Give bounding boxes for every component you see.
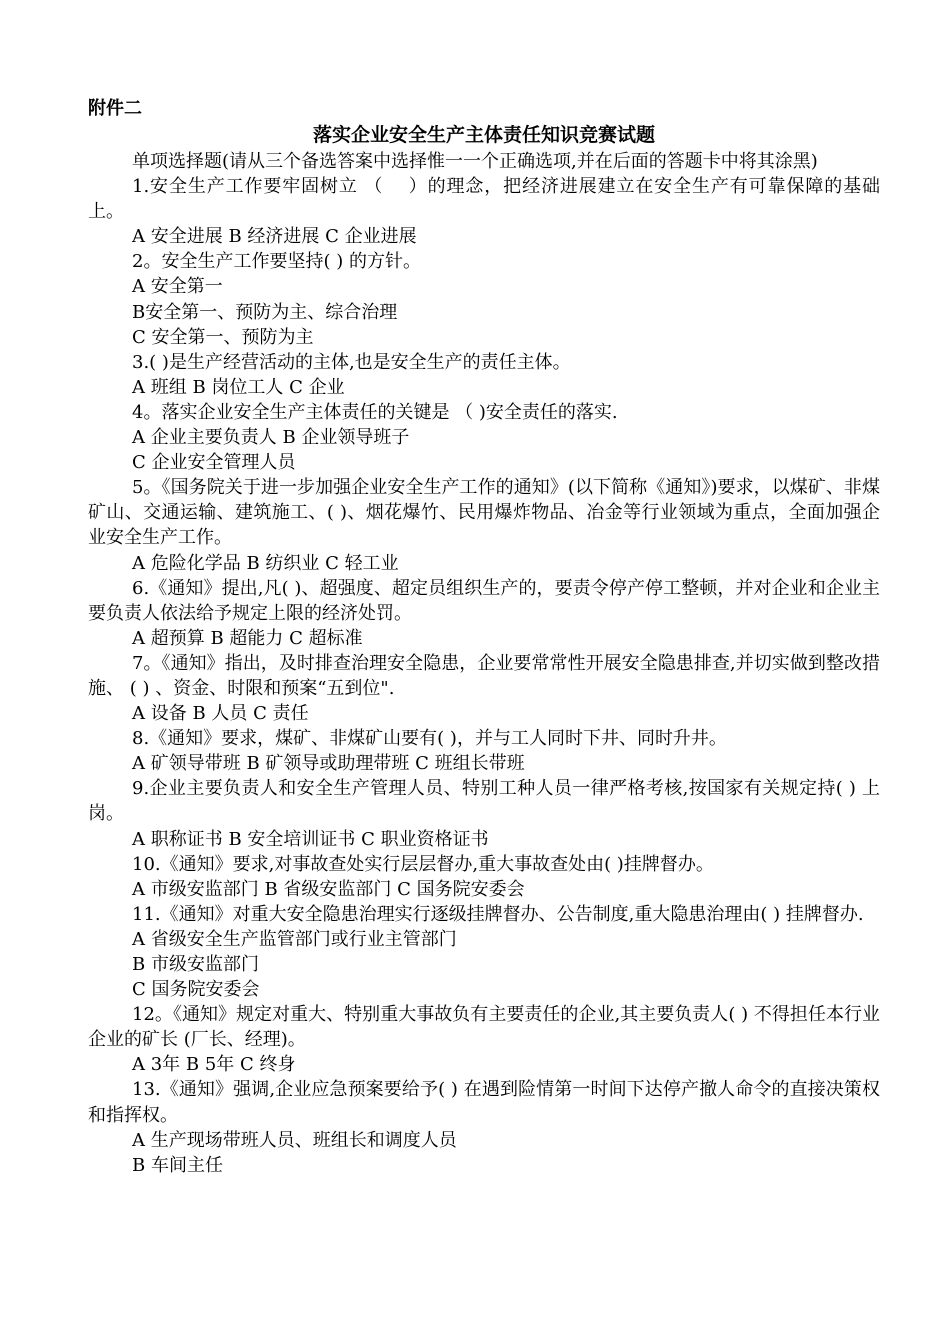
answer-options: A 3年 B 5年 C 终身: [132, 1054, 296, 1076]
answer-options: C 企业安全管理人员: [132, 452, 296, 474]
question-text: 8.《通知》要求，煤矿、非煤矿山要有( )，并与工人同时下井、同时升井。: [132, 728, 727, 750]
answer-options: A 职称证书 B 安全培训证书 C 职业资格证书: [132, 828, 489, 850]
question-text: 9.企业主要负责人和安全生产管理人员、特别工种人员一律严格考核,按国家有关规定持( ) 上岗。: [88, 778, 880, 825]
answer-options: A 矿领导带班 B 矿领导或助理带班 C 班组长带班: [132, 753, 525, 775]
answer-options: A 设备 B 人员 C 责任: [132, 703, 309, 725]
answer-options: C 国务院安委会: [132, 979, 260, 1001]
question-text: 13.《通知》强调,企业应急预案要给予( ) 在遇到险情第一时间下达停产撤人命令的直接决策权和指挥权。: [88, 1079, 880, 1126]
answer-options: A 省级安全生产监管部门或行业主管部门: [132, 928, 457, 950]
question-text: 11.《通知》对重大安全隐患治理实行逐级挂牌督办、公告制度,重大隐患治理由( ) 挂牌督办.: [132, 903, 864, 925]
document-title: 落实企业安全生产主体责任知识竞赛试题: [312, 124, 655, 146]
document-page: [88, 96, 880, 1178]
answer-options: A 危险化学品 B 纺织业 C 轻工业: [132, 552, 399, 574]
question-text: 10.《通知》要求,对事故查处实行层层督办,重大事故查处由( )挂牌督办。: [132, 853, 714, 875]
answer-options: B安全第一、预防为主、综合治理: [132, 301, 398, 323]
question-text: 12。《通知》规定对重大、特别重大事故负有主要责任的企业,其主要负责人( ) 不得担任本行业企业的矿长 (厂长、经理)。: [88, 1004, 880, 1051]
question-text: 4。落实企业安全生产主体责任的关键是 （ )安全责任的落实.: [132, 401, 618, 423]
answer-options: A 企业主要负责人 B 企业领导班子: [132, 427, 410, 449]
answer-options: A 班组 B 岗位工人 C 企业: [132, 376, 345, 398]
question-text: 3.( )是生产经营活动的主体,也是安全生产的责任主体。: [132, 351, 571, 373]
question-text: 7。《通知》指出，及时排查治理安全隐患，企业要常常性开展安全隐患排查,并切实做到整改措施、 ( ) 、资金、时限和预案“五到位".: [88, 652, 880, 699]
question-text: 5。《国务院关于进一步加强企业安全生产工作的通知》(以下简称《通知》)要求，以煤矿、非煤矿山、交通运输、建筑施工、( )、烟花爆竹、民用爆炸物品、冶金等行业领域为重点，全面加强企业安全生产工作。: [88, 477, 880, 549]
instruction-text: 单项选择题(请从三个备选答案中选择惟一一个正确选项,并在后面的答题卡中将其涂黑): [132, 151, 818, 172]
answer-options: A 生产现场带班人员、班组长和调度人员: [132, 1129, 457, 1151]
question-text: 1.安全生产工作要牢固树立 （ ）的理念，把经济进展建立在安全生产有可靠保障的基础上。: [88, 176, 880, 223]
answer-options: B 市级安监部门: [132, 954, 259, 975]
attachment-label: 附件二: [88, 98, 142, 119]
question-text: 6.《通知》提出,凡( )、超强度、超定员组织生产的，要责令停产停工整顿，并对企业和企业主要负责人依法给予规定上限的经济处罚。: [88, 577, 880, 624]
answer-options: A 安全进展 B 经济进展 C 企业进展: [132, 226, 417, 248]
answer-options: A 安全第一: [132, 276, 223, 298]
question-text: 2。安全生产工作要坚持( ) 的方针。: [132, 251, 421, 273]
answer-options: C 安全第一、预防为主: [132, 326, 314, 348]
answer-options: B 车间主任: [132, 1154, 223, 1176]
answer-options: A 超预算 B 超能力 C 超标准: [132, 627, 363, 649]
question-list: [88, 174, 880, 1178]
answer-options: A 市级安监部门 B 省级安监部门 C 国务院安委会: [132, 878, 525, 900]
